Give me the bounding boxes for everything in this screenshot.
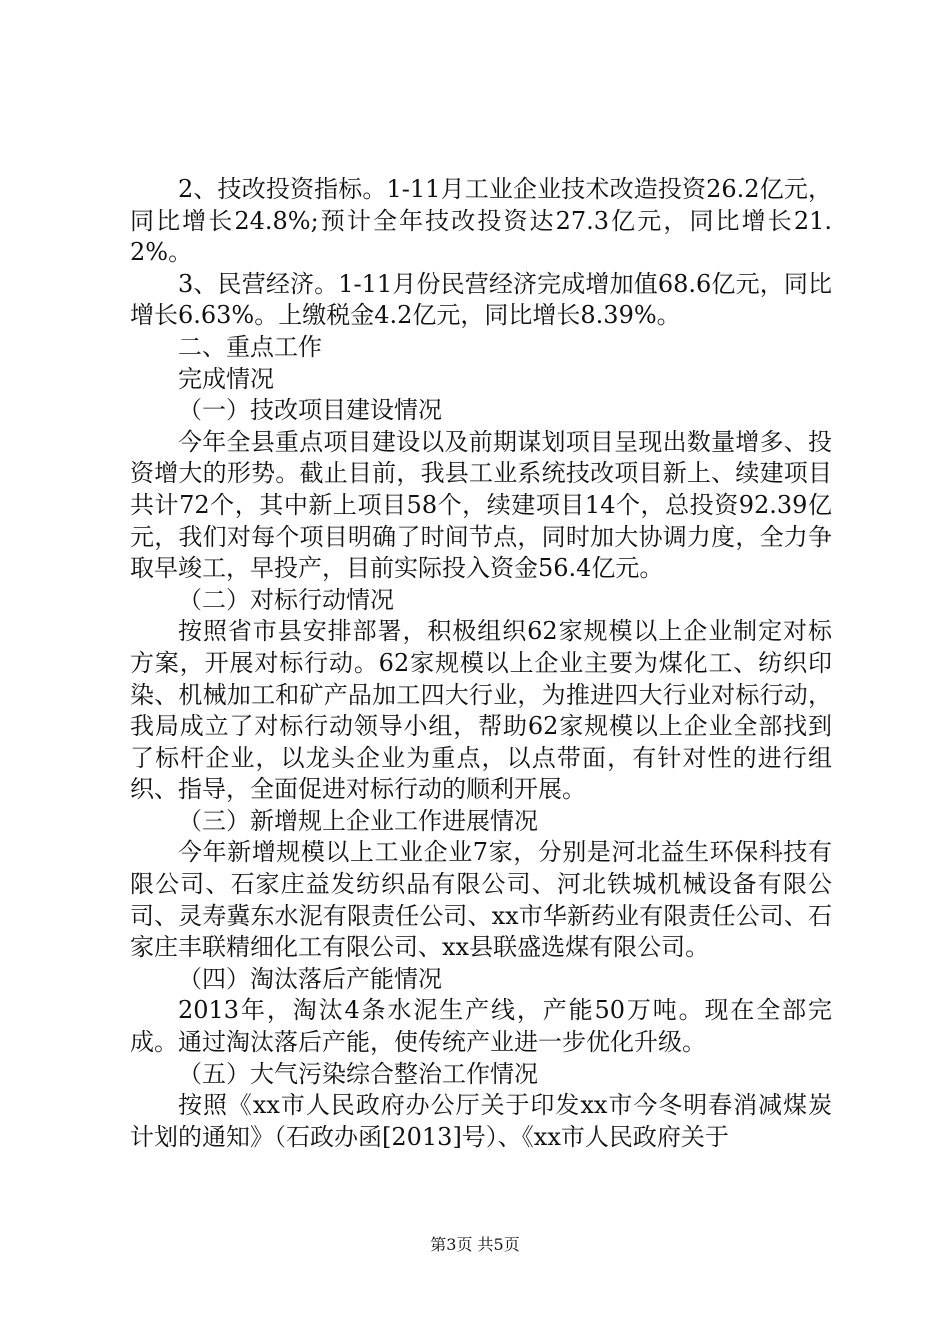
section-subheading-completion: 完成情况 xyxy=(178,364,274,393)
paragraph-private-economy: 3、民营经济。1-11月份民营经济完成增加值68.6亿元，同比增长6.63%。上缴税金4.2亿元，同比增长8.39%。 xyxy=(130,269,832,330)
document-body xyxy=(130,174,832,1153)
heading-obsolete-capacity: （四）淘汰落后产能情况 xyxy=(178,964,442,993)
paragraph-tech-investment: 2、技改投资指标。1-11月工业企业技术改造投资26.2亿元，同比增长24.8%;预计全年技改投资达27.3亿元，同比增长21.2%。 xyxy=(130,175,832,267)
paragraph-obsolete-capacity: 2013年，淘汰4条水泥生产线，产能50万吨。现在全部完成。通过淘汰落后产能，使传统产业进一步优化升级。 xyxy=(130,996,832,1057)
paragraph-tech-projects: 今年全县重点项目建设以及前期谋划项目呈现出数量增多、投资增大的形势。截止目前，我县工业系统技改项目新上、续建项目共计72个，其中新上项目58个，续建项目14个，总投资92.39亿元，我们对每个项目明确了时间节点，同时加大协调力度，全力争取早竣工，早投产，目前实际投入资金56.4亿元。 xyxy=(130,427,832,583)
paragraph-benchmark-action: 按照省市县安排部署，积极组织62家规模以上企业制定对标方案，开展对标行动。62家规模以上企业主要为煤化工、纺织印染、机械加工和矿产品加工四大行业，为推进四大行业对标行动，我局成立了对标行动领导小组，帮助62家规模以上企业全部找到了标杆企业，以龙头企业为重点，以点带面，有针对性的进行组织、指导，全面促进对标行动的顺利开展。 xyxy=(130,617,832,804)
paragraph-air-pollution: 按照《xx市人民政府办公厅关于印发xx市今冬明春消减煤炭计划的通知》（石政办函[2013]号）、《xx市人民政府关于 xyxy=(130,1091,832,1151)
heading-new-enterprises: （三）新增规上企业工作进展情况 xyxy=(178,806,538,835)
heading-air-pollution: （五）大气污染综合整治工作情况 xyxy=(178,1059,538,1088)
heading-tech-projects: （一）技改项目建设情况 xyxy=(178,396,442,425)
paragraph-new-enterprises: 今年新增规模以上工业企业7家，分别是河北益生环保科技有限公司、石家庄益发纺织品有限公司、河北铁城机械设备有限公司、灵寿冀东水泥有限责任公司、xx市华新药业有限责任公司、石家庄丰联精细化工有限公司、xx县联盛选煤有限公司。 xyxy=(130,838,832,962)
page-number-footer: 第3页 共5页 xyxy=(430,1235,520,1254)
section-heading-key-work: 二、重点工作 xyxy=(178,332,322,361)
heading-benchmark-action: （二）对标行动情况 xyxy=(178,585,394,614)
